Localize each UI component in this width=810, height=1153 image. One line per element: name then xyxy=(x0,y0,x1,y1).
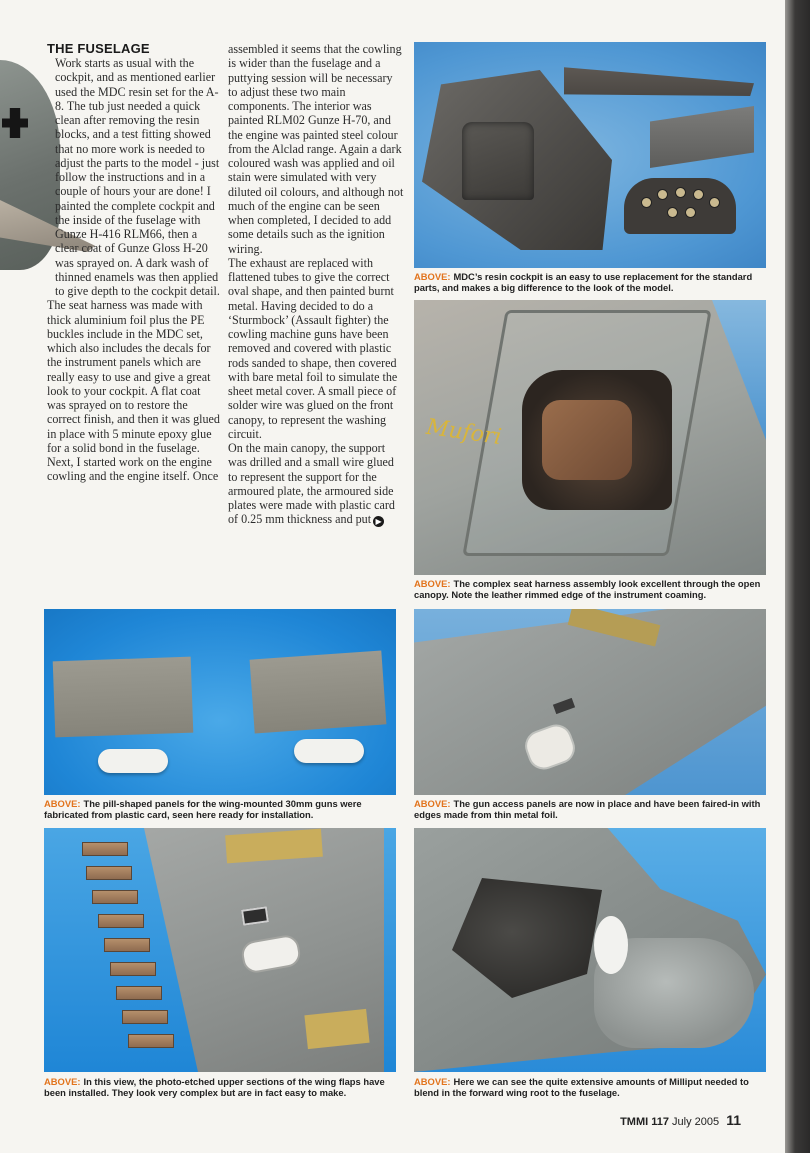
plastic-plate-graphic xyxy=(53,657,194,738)
caption-p3 xyxy=(44,798,396,820)
photo-wing-root-milliput xyxy=(414,828,766,1072)
page-edge-shadow xyxy=(785,0,810,1153)
instrument-panel-graphic xyxy=(624,178,736,234)
caption-label: ABOVE: xyxy=(44,798,81,809)
caption-label: ABOVE: xyxy=(414,798,451,809)
milliput-fill-graphic xyxy=(594,916,628,974)
armour-plate-graphic xyxy=(650,106,754,168)
gauge-icon xyxy=(676,188,685,197)
photo-open-canopy xyxy=(414,300,766,575)
masking-tape-graphic xyxy=(304,1009,369,1049)
pill-panel-graphic xyxy=(98,749,168,773)
caption-text: The gun access panels are now in place and have been faired-in with edges made from thin metal foil. xyxy=(414,798,761,820)
gauge-icon xyxy=(642,198,651,207)
flap-section-graphic xyxy=(122,1010,168,1024)
caption-label: ABOVE: xyxy=(414,578,451,589)
caption-p6 xyxy=(414,1076,766,1098)
page-number: 11 xyxy=(726,1112,741,1128)
flap-section-graphic xyxy=(86,866,132,880)
paragraph: Next, I started work on the engine cowling and the engine itself. Once xyxy=(47,455,219,484)
caption-text: The complex seat harness assembly look excellent through the open canopy. Note the leather rimmed edge of the instrument coaming. xyxy=(414,578,761,600)
nose-art-text: Mufori xyxy=(424,414,504,451)
caption-p1 xyxy=(414,271,766,293)
caption-label: ABOVE: xyxy=(414,1076,451,1087)
arrow-right-circle-icon: ▶ xyxy=(373,516,384,527)
paragraph-text: On the main canopy, the support was drilled and a small wire glued to represent the support for the armoured plate, the armoured side plates were made with plastic card of 0.25 mm thickness and put xyxy=(228,441,395,527)
article-column-1 xyxy=(47,42,222,484)
pill-panel-graphic xyxy=(294,739,364,763)
gauge-icon xyxy=(658,190,667,199)
flap-section-graphic xyxy=(128,1034,174,1048)
gauge-icon xyxy=(710,198,719,207)
issue-date: July 2005 xyxy=(672,1116,720,1128)
wing-graphic xyxy=(414,609,766,795)
gauge-icon xyxy=(668,208,677,217)
flap-section-graphic xyxy=(110,962,156,976)
caption-p5 xyxy=(44,1076,396,1098)
gauge-icon xyxy=(686,208,695,217)
caption-text: In this view, the photo-etched upper sections of the wing flaps have been installed. They look very complex but are in fact easy to make. xyxy=(44,1076,385,1098)
flap-section-graphic xyxy=(104,938,150,952)
photo-wing-flaps xyxy=(44,828,396,1072)
page-footer xyxy=(620,1112,741,1128)
article-column-2 xyxy=(228,42,404,527)
console-strip-graphic xyxy=(564,64,754,96)
paragraph: The exhaust are replaced with flattened tubes to give the correct oval shape, and then painted burnt metal. Having decided to do a ‘Sturmbock’ (Assault fighter) the cowling machine guns have been removed and covered with plastic rods sanded to shape, then covered with bare metal foil to simulate the sheet metal cover. A small piece of solder wire was glued on the front canopy, to represent the washing circuit. xyxy=(228,255,398,441)
section-heading: THE FUSELAGE xyxy=(47,41,150,56)
plastic-plate-graphic xyxy=(250,650,387,733)
flap-section-graphic xyxy=(116,986,162,1000)
caption-text: The pill-shaped panels for the wing-mounted 30mm guns were fabricated from plastic card, seen here ready for installation. xyxy=(44,798,362,820)
magazine-issue: TMMI 117 xyxy=(620,1116,669,1128)
gauge-icon xyxy=(694,190,703,199)
caption-label: ABOVE: xyxy=(44,1076,81,1087)
paragraph: assembled it seems that the cowling is wider than the fuselage and a puttying session will be necessary to adjust these two main components. The interior was painted RLM02 Gunze H-70, and the engine was painted steel colour from the Alclad range. Again a dark coloured wash was applied and oil stain were simulated with very diluted oil colours, and although not much of the engine can be seen when completed, I decided to add some details such as the ignition wiring. xyxy=(228,42,404,256)
caption-label: ABOVE: xyxy=(414,271,451,282)
caption-text: Here we can see the quite extensive amounts of Milliput needed to blend in the forward wing root to the fuselage. xyxy=(414,1076,749,1098)
paragraph: The seat harness was made with thick aluminium foil plus the PE buckles include in the MDC set, which also includes the decals for the instrument panels which are really easy to use and give a great look to your cockpit. A flat coat was sprayed on to restore the correct finish, and then it was glued in place with 5 minute epoxy glue for a solid bond in the fuselage. xyxy=(47,298,220,455)
photo-gun-access-panels xyxy=(414,609,766,795)
photo-pill-panels xyxy=(44,609,396,795)
seat-harness-graphic xyxy=(542,400,632,480)
photo-resin-cockpit xyxy=(414,42,766,268)
paragraph: Work starts as usual with the cockpit, and as mentioned earlier used the MDC resin set for the A-8. The tub just needed a quick clean after removing the resin blocks, and a test fitting showed that no more work is needed to adjust the parts to the model - just follow the instructions and in a couple of hours your are done! I painted the complete cockpit and the inside of the fuselage with Gunze H-416 RLM66, then a clear coat of Gunze Gloss H-20 was sprayed on. A dark wash of thinned enamels was then applied to give depth to the cockpit detail. xyxy=(55,56,220,298)
seat-graphic xyxy=(462,122,534,200)
caption-p4 xyxy=(414,798,766,820)
caption-p2 xyxy=(414,578,766,600)
paragraph-last xyxy=(228,441,404,527)
flap-section-graphic xyxy=(82,842,128,856)
flap-section-graphic xyxy=(98,914,144,928)
caption-text: MDC’s resin cockpit is an easy to use replacement for the standard parts, and makes a big difference to the look of the model. xyxy=(414,271,753,293)
flap-section-graphic xyxy=(92,890,138,904)
